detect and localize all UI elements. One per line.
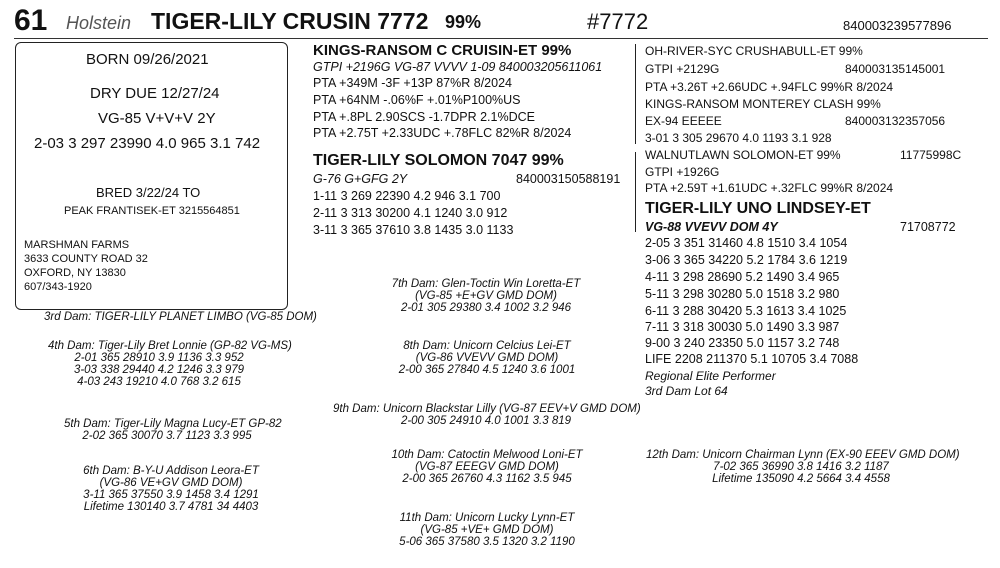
- dam-7-record-1: (VG-85 +E+GV GMD DOM): [415, 290, 557, 302]
- farm-phone: 607/343-1920: [24, 281, 92, 293]
- dam-5: [64, 418, 282, 442]
- sire-sire-line-1: GTPI +2129G: [645, 62, 720, 76]
- dam-4-title: 4th Dam: Tiger-Lily Bret Lonnie (GP-82 VG-MS): [48, 340, 292, 352]
- dam-bracket: [635, 152, 636, 232]
- dam-dam-line-1: VG-88 VVEVV DOM 4Y: [645, 220, 778, 234]
- dam-12-record-1: 7-02 365 36990 3.8 1416 3.2 1187: [713, 461, 889, 473]
- dam-6-title: 6th Dam: B-Y-U Addison Leora-ET: [83, 465, 259, 477]
- dam-12-title: 12th Dam: Unicorn Chairman Lynn (EX-90 EEEV GMD DOM): [646, 449, 960, 461]
- sire-name: KINGS-RANSOM C CRUISIN-ET 99%: [313, 42, 572, 59]
- dam-9-record-1: 2-00 305 24910 4.0 1001 3.3 819: [400, 415, 572, 427]
- dam-dam-record-2: 3-06 3 365 34220 5.2 1784 3.6 1219: [645, 253, 848, 267]
- info-box: [15, 42, 288, 310]
- breed-label: Holstein: [66, 13, 132, 33]
- dam-sire-line-2: PTA +2.59T +1.61UDC +.32FLC 99%R 8/2024: [645, 181, 894, 195]
- animal-number: #7772: [587, 9, 649, 34]
- sire-line-3: PTA +64NM -.06%F +.01%P100%US: [313, 93, 521, 107]
- animal-percent: 99%: [445, 12, 482, 32]
- sire-line-1: GTPI +2196G VG-87 VVVV 1-09 840003205611061: [313, 60, 603, 74]
- dam-10: [388, 449, 586, 485]
- dam-5-title: 5th Dam: Tiger-Lily Magna Lucy-ET GP-82: [64, 418, 282, 430]
- farm-address-2: OXFORD, NY 13830: [24, 267, 126, 279]
- dam-dam-record-5: 6-11 3 288 30420 5.3 1613 3.4 1025: [645, 304, 847, 318]
- sire-bracket: [635, 44, 636, 144]
- bred-date: BRED 3/22/24 TO: [96, 185, 201, 200]
- dam-11: [396, 512, 578, 548]
- sire-dam-id: 840003132357056: [845, 114, 946, 128]
- farm-address-1: 3633 COUNTY ROAD 32: [24, 253, 148, 265]
- sire-dam-line-2: 3-01 3 305 29670 4.0 1193 3.1 928: [645, 131, 832, 145]
- dam-6-record-3: Lifetime 130140 3.7 4781 34 4403: [83, 501, 259, 513]
- sire-sire-id: 840003135145001: [845, 62, 946, 76]
- dam-6-record-1: (VG-86 VE+GV GMD DOM): [99, 477, 243, 489]
- dam-name: TIGER-LILY SOLOMON 7047 99%: [313, 152, 564, 169]
- dam-9: [333, 403, 639, 427]
- dam-record-1: 1-11 3 269 22390 4.2 946 3.1 700: [313, 189, 501, 203]
- bred-to-sire: PEAK FRANTISEK-ET 3215564851: [64, 205, 240, 217]
- dam-dam-record-4: 5-11 3 298 30280 5.0 1518 3.2 980: [645, 287, 840, 301]
- dam-line-1: G-76 G+GFG 2Y: [313, 172, 408, 186]
- dry-due: DRY DUE 12/27/24: [90, 85, 220, 102]
- dam-7: [386, 278, 586, 314]
- dam-dam-name: TIGER-LILY UNO LINDSEY-ET: [645, 200, 871, 217]
- dam-record-2: 2-11 3 313 30200 4.1 1240 3.0 912: [313, 206, 508, 220]
- dam-11-record-1: (VG-85 +VE+ GMD DOM): [420, 524, 554, 536]
- dam-dam-record-6: 7-11 3 318 30030 5.0 1490 3.3 987: [645, 320, 840, 334]
- dam-3: 3rd Dam: TIGER-LILY PLANET LIMBO (VG-85 DOM): [44, 311, 317, 323]
- dam-8: [396, 340, 578, 376]
- dam-8-record-2: 2-00 365 27840 4.5 1240 3.6 1001: [398, 364, 576, 376]
- dam-id: 840003150588191: [516, 172, 621, 186]
- dam-10-record-2: 2-00 365 26760 4.3 1162 3.5 945: [402, 473, 572, 485]
- dam-dam-id: 71708772: [900, 220, 956, 234]
- dam-10-record-1: (VG-87 EEEGV GMD DOM): [415, 461, 559, 473]
- dam-5-record-1: 2-02 365 30070 3.7 1123 3.3 995: [82, 430, 252, 442]
- born-date: BORN 09/26/2021: [86, 51, 209, 68]
- dam-8-title: 8th Dam: Unicorn Celcius Lei-ET: [403, 340, 571, 352]
- dam-4-record-1: 2-01 365 28910 3.9 1136 3.3 952: [74, 352, 244, 364]
- dam-6: [76, 465, 266, 513]
- dam-6-record-2: 3-11 365 37550 3.9 1458 3.4 1291: [83, 489, 259, 501]
- dam-dam-record-3: 4-11 3 298 28690 5.2 1490 3.4 965: [645, 270, 840, 284]
- dam-11-record-2: 5-06 365 37580 3.5 1320 3.2 1190: [399, 536, 575, 548]
- lot-number: 61: [14, 4, 48, 37]
- dam-dam-note-2: 3rd Dam Lot 64: [645, 384, 728, 398]
- dam-9-title: 9th Dam: Unicorn Blackstar Lilly (VG-87 EEV+V GMD DOM): [333, 403, 641, 415]
- dam-10-title: 10th Dam: Catoctin Melwood Loni-ET: [391, 449, 583, 461]
- sire-dam-line-1: EX-94 EEEEE: [645, 114, 722, 128]
- dam-dam-record-7: 9-00 3 240 23350 5.0 1157 3.2 748: [645, 336, 840, 350]
- registration-id: 840003239577896: [843, 18, 952, 33]
- classification: VG-85 V+V+V 2Y: [98, 110, 216, 127]
- sire-line-2: PTA +349M -3F +13P 87%R 8/2024: [313, 76, 512, 90]
- dam-4-record-2: 3-03 338 29440 4.2 1246 3.3 979: [73, 364, 245, 376]
- dam-4: [48, 340, 292, 388]
- sire-sire-name: OH-RIVER-SYC CRUSHABULL-ET 99%: [645, 44, 863, 58]
- dam-7-title: 7th Dam: Glen-Toctin Win Loretta-ET: [391, 278, 581, 290]
- header-rule: [14, 38, 988, 39]
- dam-sire-id: 11775998C: [900, 148, 962, 162]
- animal-name: TIGER-LILY CRUSIN 7772: [151, 8, 429, 34]
- sire-line-4: PTA +.8PL 2.90SCS -1.7DPR 2.1%DCE: [313, 110, 535, 124]
- dam-record-3: 3-11 3 365 37610 3.8 1435 3.0 1133: [313, 223, 514, 237]
- dam-dam-lifetime: LIFE 2208 211370 5.1 10705 3.4 7088: [645, 352, 859, 366]
- dam-dam-record-1: 2-05 3 351 31460 4.8 1510 3.4 1054: [645, 236, 848, 250]
- dam-12: [646, 449, 960, 485]
- dam-12-record-2: Lifetime 135090 4.2 5664 3.4 4558: [712, 473, 890, 485]
- record: 2-03 3 297 23990 4.0 965 3.1 742: [34, 135, 261, 152]
- dam-7-record-2: 2-01 305 29380 3.4 1002 3.2 946: [400, 302, 572, 314]
- sire-dam-name: KINGS-RANSOM MONTEREY CLASH 99%: [645, 97, 881, 111]
- sire-sire-line-2: PTA +3.26T +2.66UDC +.94FLC 99%R 8/2024: [645, 80, 894, 94]
- farm-name: MARSHMAN FARMS: [24, 239, 130, 251]
- dam-8-record-1: (VG-86 VVEVV GMD DOM): [415, 352, 559, 364]
- sire-line-5: PTA +2.75T +2.33UDC +.78FLC 82%R 8/2024: [313, 126, 572, 140]
- dam-sire-line-1: GTPI +1926G: [645, 165, 720, 179]
- dam-11-title: 11th Dam: Unicorn Lucky Lynn-ET: [399, 512, 575, 524]
- dam-dam-note-1: Regional Elite Performer: [645, 369, 776, 383]
- dam-4-record-3: 4-03 243 19210 4.0 768 3.2 615: [77, 376, 241, 388]
- dam-sire-name: WALNUTLAWN SOLOMON-ET 99%: [645, 148, 841, 162]
